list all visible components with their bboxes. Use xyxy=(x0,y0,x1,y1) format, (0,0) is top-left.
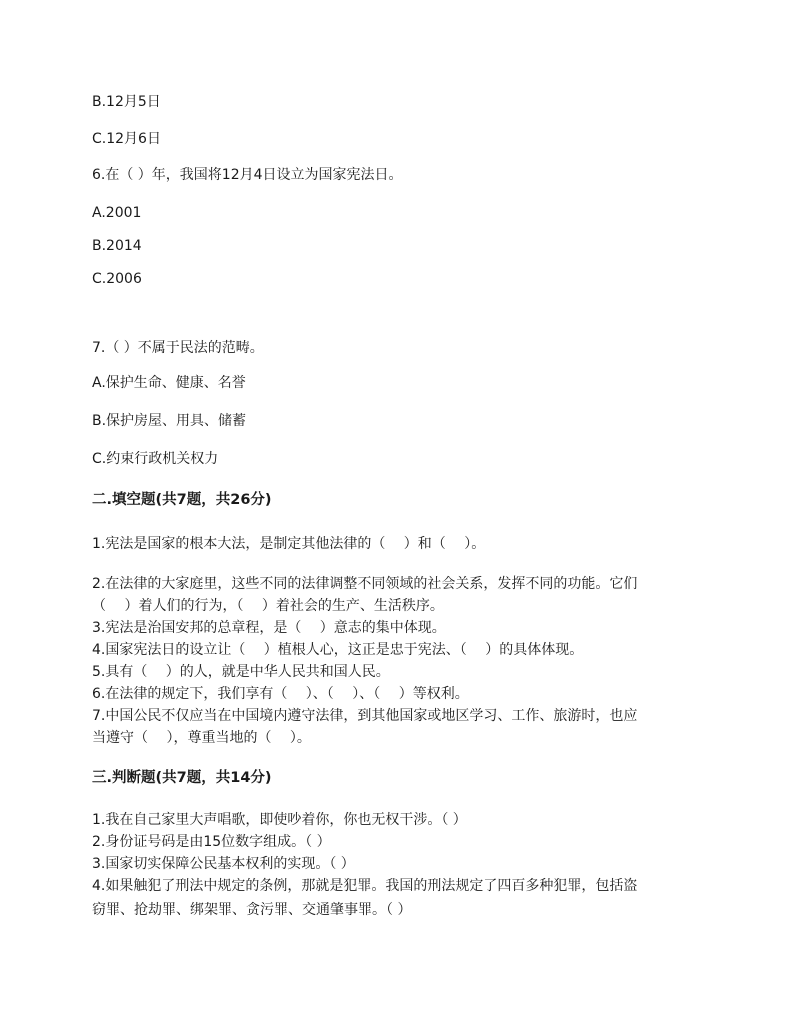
fill-q4: 4.国家宪法日的设立让（ ）植根人心，这正是忠于宪法、（ ）的具体体现。 xyxy=(92,642,584,658)
q5-option-b: B.12月5日 xyxy=(92,94,161,110)
q7-option-b: B.保护房屋、用具、储蓄 xyxy=(92,413,247,429)
q7-option-a: A.保护生命、健康、名誉 xyxy=(92,375,246,391)
fill-q1: 1.宪法是国家的根本大法，是制定其他法律的（ ）和（ ）。 xyxy=(92,536,486,552)
fill-q2-line2: （ ）着人们的行为，（ ）着社会的生产、生活秩序。 xyxy=(92,598,444,614)
fill-q3: 3.宪法是治国安邦的总章程，是（ ）意志的集中体现。 xyxy=(92,620,446,636)
fill-q7-line1: 7.中国公民不仅应当在中国境内遵守法律，到其他国家或地区学习、工作、旅游时，也应 xyxy=(92,708,638,724)
fill-q6: 6.在法律的规定下，我们享有（ ）、（ ）、（ ）等权利。 xyxy=(92,686,469,702)
judge-q4-line1: 4.如果触犯了刑法中规定的条例，那就是犯罪。我国的刑法规定了四百多种犯罪，包括盗 xyxy=(92,878,638,894)
fill-q7-line2: 当遵守（ ），尊重当地的（ ）。 xyxy=(92,730,311,746)
judge-q3: 3.国家切实保障公民基本权利的实现。（ ） xyxy=(92,856,355,872)
q6-stem: 6.在（ ）年，我国将12月4日设立为国家宪法日。 xyxy=(92,167,403,183)
q6-option-b: B.2014 xyxy=(92,238,142,254)
judge-q2: 2.身份证号码是由15位数字组成。（ ） xyxy=(92,834,331,850)
q5-option-c: C.12月6日 xyxy=(92,131,161,147)
q6-option-a: A.2001 xyxy=(92,205,142,221)
q7-stem: 7.（ ）不属于民法的范畴。 xyxy=(92,340,264,356)
judge-q4-line2: 窃罪、抢劫罪、绑架罪、贪污罪、交通肇事罪。（ ） xyxy=(92,902,412,918)
fill-q2-line1: 2.在法律的大家庭里，这些不同的法律调整不同领域的社会关系，发挥不同的功能。它们 xyxy=(92,576,638,592)
q7-option-c: C.约束行政机关权力 xyxy=(92,451,219,467)
fill-q5: 5.具有（ ）的人，就是中华人民共和国人民。 xyxy=(92,664,390,680)
judge-q1: 1.我在自己家里大声唱歌，即使吵着你，你也无权干涉。（ ） xyxy=(92,812,467,828)
fill-section-heading: 二.填空题(共7题，共26分) xyxy=(92,492,272,508)
judge-section-heading: 三.判断题(共7题，共14分) xyxy=(92,770,272,786)
q6-option-c: C.2006 xyxy=(92,271,142,287)
